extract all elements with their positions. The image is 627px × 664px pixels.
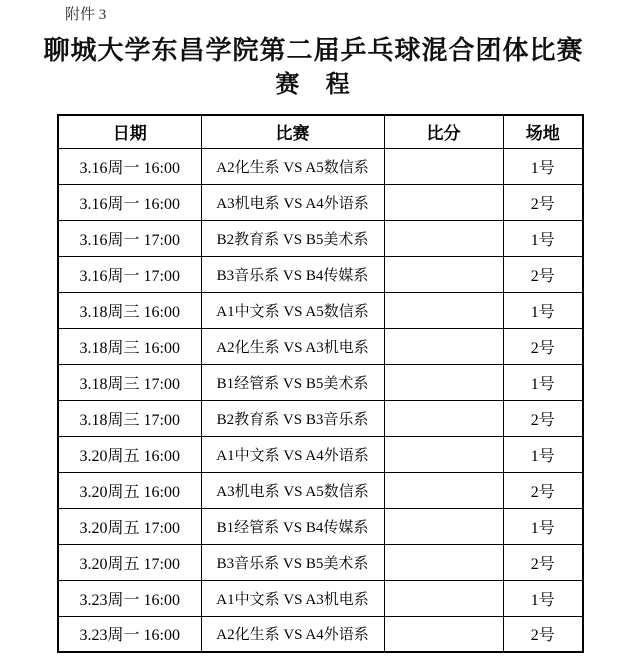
match-cell: B3音乐系 VS B5美术系 [201, 544, 384, 580]
date-cell: 3.20周五 17:00 [58, 544, 201, 580]
table-row [58, 184, 583, 220]
venue-cell: 2号 [503, 184, 583, 220]
table-row [58, 364, 583, 400]
score-cell [384, 256, 503, 292]
header-match: 比赛 [201, 115, 384, 148]
date-cell: 3.23周一 16:00 [58, 580, 201, 616]
match-cell: B2教育系 VS B3音乐系 [201, 400, 384, 436]
table-row [58, 580, 583, 616]
attachment-label: 附件 3 [65, 7, 107, 23]
venue-cell: 1号 [503, 508, 583, 544]
venue-cell: 1号 [503, 220, 583, 256]
schedule-table [57, 114, 584, 653]
venue-cell: 2号 [503, 616, 583, 652]
venue-cell: 2号 [503, 328, 583, 364]
match-cell: A3机电系 VS A5数信系 [201, 472, 384, 508]
match-cell: A1中文系 VS A5数信系 [201, 292, 384, 328]
match-cell: B1经管系 VS B4传媒系 [201, 508, 384, 544]
table-row [58, 328, 583, 364]
score-cell [384, 544, 503, 580]
table-row [58, 544, 583, 580]
match-cell: A2化生系 VS A4外语系 [201, 616, 384, 652]
score-cell [384, 148, 503, 184]
table-row [58, 616, 583, 652]
date-cell: 3.16周一 17:00 [58, 220, 201, 256]
table-row [58, 220, 583, 256]
table-row [58, 148, 583, 184]
document-subtitle: 赛 程 [275, 69, 352, 98]
table-row [58, 508, 583, 544]
score-cell [384, 508, 503, 544]
match-cell: A3机电系 VS A4外语系 [201, 184, 384, 220]
match-cell: B2教育系 VS B5美术系 [201, 220, 384, 256]
document-title: 聊城大学东昌学院第二届乒乓球混合团体比赛 [43, 36, 584, 66]
match-cell: A2化生系 VS A5数信系 [201, 148, 384, 184]
table-row [58, 472, 583, 508]
table-row [58, 292, 583, 328]
date-cell: 3.23周一 16:00 [58, 616, 201, 652]
match-cell: A1中文系 VS A3机电系 [201, 580, 384, 616]
date-cell: 3.16周一 16:00 [58, 184, 201, 220]
date-cell: 3.20周五 16:00 [58, 472, 201, 508]
date-cell: 3.18周三 16:00 [58, 328, 201, 364]
date-cell: 3.20周五 16:00 [58, 436, 201, 472]
date-cell: 3.16周一 17:00 [58, 256, 201, 292]
score-cell [384, 364, 503, 400]
match-cell: B3音乐系 VS B4传媒系 [201, 256, 384, 292]
venue-cell: 1号 [503, 292, 583, 328]
header-date: 日期 [58, 115, 201, 148]
table-row [58, 436, 583, 472]
score-cell [384, 184, 503, 220]
score-cell [384, 472, 503, 508]
score-cell [384, 328, 503, 364]
date-cell: 3.18周三 17:00 [58, 364, 201, 400]
match-cell: A2化生系 VS A3机电系 [201, 328, 384, 364]
score-cell [384, 400, 503, 436]
table-row [58, 256, 583, 292]
score-cell [384, 220, 503, 256]
table-row [58, 400, 583, 436]
venue-cell: 1号 [503, 580, 583, 616]
venue-cell: 2号 [503, 544, 583, 580]
header-venue: 场地 [503, 115, 583, 148]
venue-cell: 2号 [503, 400, 583, 436]
venue-cell: 1号 [503, 364, 583, 400]
score-cell [384, 292, 503, 328]
score-cell [384, 616, 503, 652]
schedule-table-body [58, 148, 583, 652]
date-cell: 3.18周三 16:00 [58, 292, 201, 328]
date-cell: 3.16周一 16:00 [58, 148, 201, 184]
venue-cell: 1号 [503, 148, 583, 184]
date-cell: 3.18周三 17:00 [58, 400, 201, 436]
score-cell [384, 580, 503, 616]
match-cell: A1中文系 VS A4外语系 [201, 436, 384, 472]
venue-cell: 2号 [503, 472, 583, 508]
match-cell: B1经管系 VS B5美术系 [201, 364, 384, 400]
header-score: 比分 [384, 115, 503, 148]
date-cell: 3.20周五 17:00 [58, 508, 201, 544]
header-row [58, 115, 583, 148]
venue-cell: 2号 [503, 256, 583, 292]
venue-cell: 1号 [503, 436, 583, 472]
score-cell [384, 436, 503, 472]
